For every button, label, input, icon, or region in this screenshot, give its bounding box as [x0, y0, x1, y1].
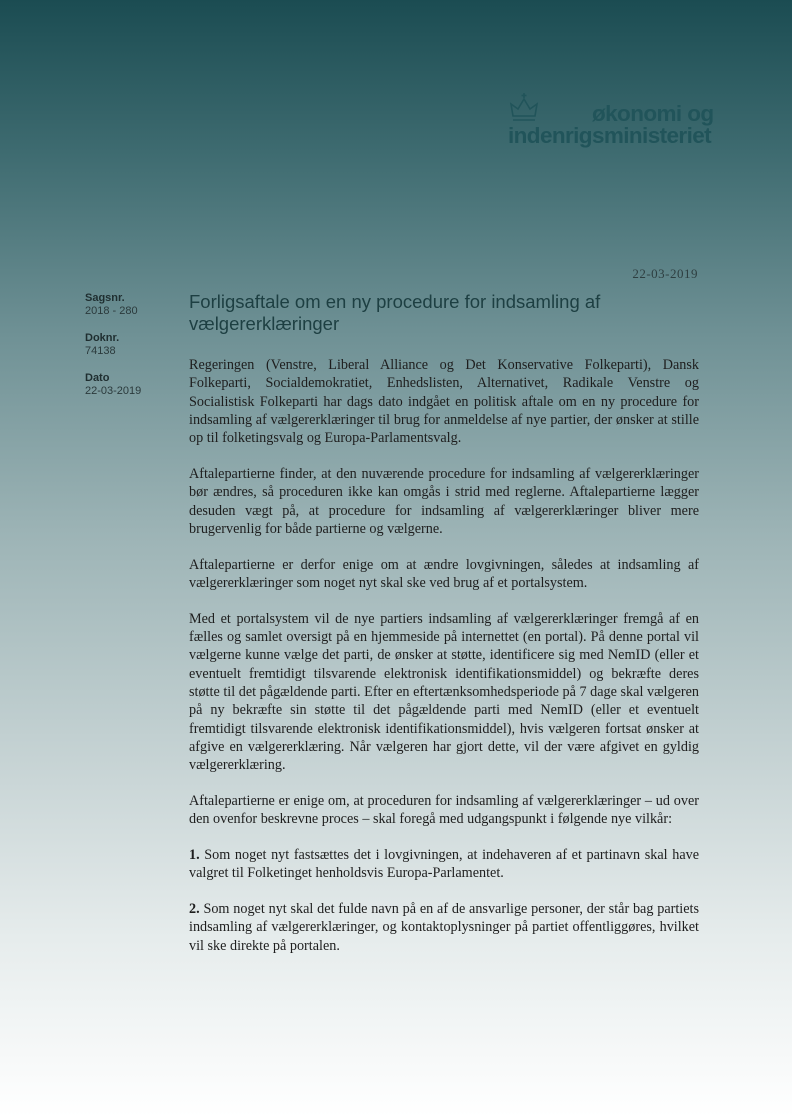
crown-icon	[507, 92, 541, 126]
item-text: Som noget nyt fastsættes det i lovgivningen, at indehaveren af et partinavn skal have valgret til Folketinget henholdsvis Europa-Parlamentet.	[189, 847, 700, 882]
item-number: 1.	[189, 847, 200, 864]
document-title: Forligsaftale om en ny procedure for indsamling af vælgererklæringer	[189, 291, 601, 334]
paragraph: Aftalepartierne er enige om, at proceduren for indsamling af vælgererklæringer – ud over den ovenfor beskrevne proces – skal foregå med udgangspunkt i følgende nye vilkår:	[189, 792, 699, 828]
document-metadata	[85, 292, 185, 412]
paragraph: Med et portalsystem vil de nye partiers indsamling af vælgererklæringer fremgå af en fælles og samlet oversigt på en hjemmeside på internettet (en portal). På denne portal vil vælgerne kunne vælge det parti, de ønsker at støtte, identificere sig med NemID (eller et eventuelt fremtidigt tilsvarende elektronisk identifikationsmiddel) og bekræfte deres støtte til det pågældende parti. Efter en eftertænksomhedsperiode på 7 dage skal vælgeren på ny bekræfte sin støtte til det pågældende parti med NemID (eller et eventuelt fremtidigt tilsvarende elektronisk identifikationsmiddel), hvis vælgeren fortsat ønsker at afgive en vælgererklæring. Når vælgeren har gjort dette, vil der være afgivet en gyldig vælgererklæring.	[189, 610, 699, 774]
logo-text-line2: indenrigsministeriet	[508, 123, 712, 148]
numbered-item	[189, 846, 699, 883]
meta-label: Dato	[85, 372, 110, 384]
document-body	[189, 356, 699, 973]
meta-value: 2018 - 280	[85, 305, 138, 317]
meta-label: Doknr.	[85, 332, 120, 344]
meta-value: 22-03-2019	[85, 385, 142, 397]
item-text: Som noget nyt skal det fulde navn på en af de ansvarlige personer, der står bag partiets indsamling af vælgererklæringer, og kontaktoplysninger på partiet offentliggøres, hvilket vil ske direkte på portalen.	[189, 901, 700, 954]
meta-value: 74138	[85, 345, 116, 357]
meta-date	[85, 372, 185, 398]
meta-document-number	[85, 332, 185, 358]
meta-label: Sagsnr.	[85, 292, 125, 304]
item-number: 2.	[189, 901, 200, 918]
ministry-logo	[507, 92, 714, 152]
numbered-item	[189, 900, 699, 955]
document-date: 22-03-2019	[632, 266, 698, 281]
logo-text-line1: økonomi og	[592, 101, 714, 126]
paragraph: Regeringen (Venstre, Liberal Alliance og Det Konservative Folkeparti), Dansk Folkeparti, Socialdemokratiet, Enhedslisten, Alternativet, Radikale Venstre og Socialistisk Folkeparti har dags dato indgået en politisk aftale om en ny procedure for indsamling af vælgererklæringer til brug for anmeldelse af nye partier, der ønsker at stille op til folketingsvalg og Europa-Parlamentsvalg.	[189, 357, 699, 447]
meta-case-number	[85, 292, 185, 318]
paragraph: Aftalepartierne er derfor enige om at ændre lovgivningen, således at indsamling af vælgererklæringer som noget nyt skal ske ved brug af et portalsystem.	[189, 556, 699, 591]
paragraph: Aftalepartierne finder, at den nuværende procedure for indsamling af vælgererklæringer bør ændres, så proceduren ikke kan omgås i strid med reglerne. Aftalepartierne lægger desuden vægt på, at procedure for indsamling af vælgererklæringer bliver mere brugervenlig for både partierne og vælgerne.	[189, 465, 699, 537]
